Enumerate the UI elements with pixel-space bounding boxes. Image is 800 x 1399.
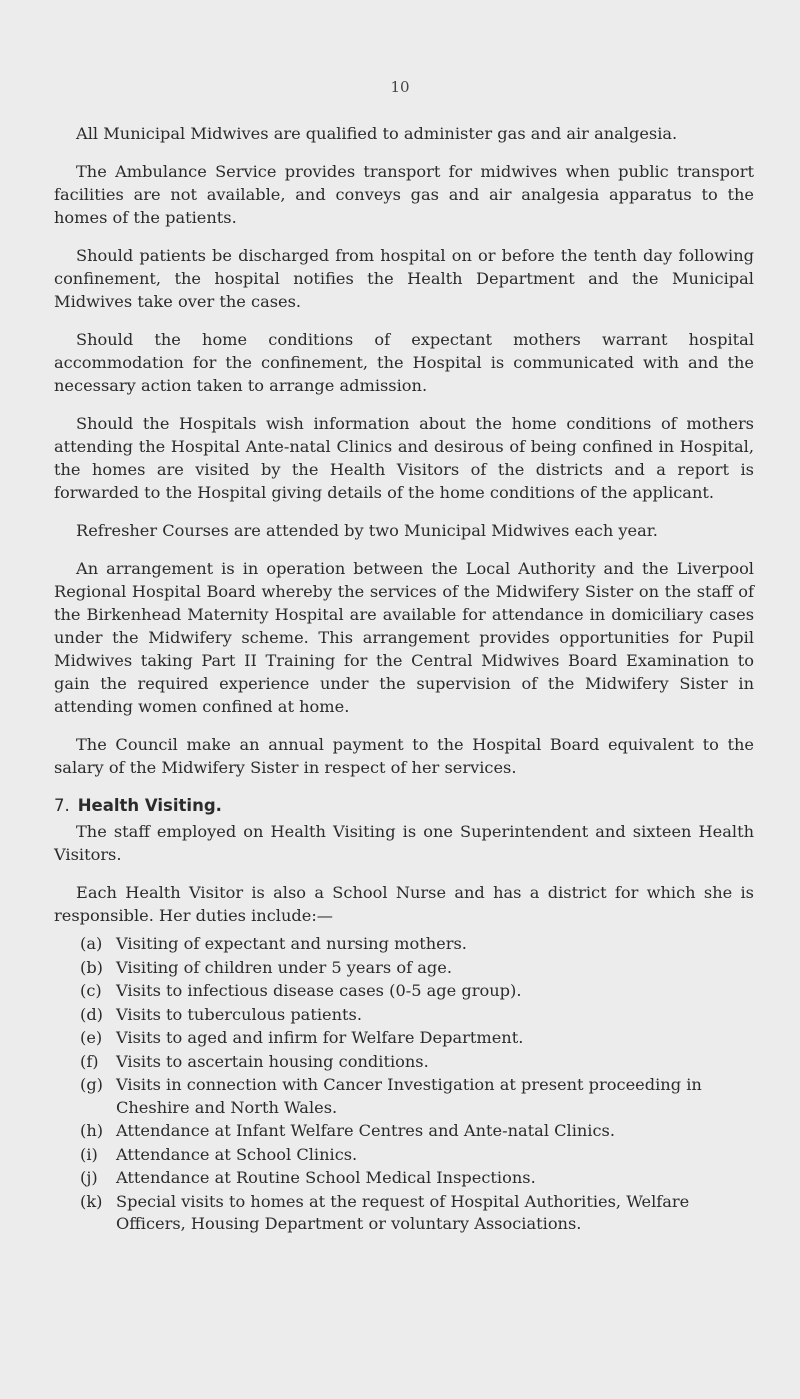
paragraph: All Municipal Midwives are qualified to administer gas and air analgesia.: [76, 124, 678, 143]
section-heading: [54, 794, 754, 817]
list-marker: (e): [80, 1028, 103, 1047]
list-item: [80, 1051, 754, 1074]
list-item-text: Visits in connection with Cancer Investigation at present proceeding in Cheshire and North Wales.: [116, 1075, 702, 1117]
paragraph: The Council make an annual payment to the Hospital Board equivalent to the salary of the Midwifery Sister in respect of her services.: [54, 735, 754, 777]
list-item-text: Visits to tuberculous patients.: [116, 1004, 362, 1024]
list-item: [80, 1167, 754, 1190]
list-marker: (g): [80, 1075, 103, 1094]
list-item: [80, 1144, 754, 1167]
duties-list: [54, 933, 754, 1236]
list-item: [80, 980, 754, 1003]
list-item-text: Visits to infectious disease cases (0-5 age group).: [116, 981, 522, 1000]
list-item: [80, 1074, 754, 1119]
paragraph: Should the home conditions of expectant mothers warrant hospital accommodation for the confinement, the Hospital is communicated with and the necessary action taken to arrange admission.: [54, 330, 754, 395]
list-marker: (a): [80, 934, 103, 953]
section-title: Health Visiting.: [77, 796, 222, 815]
list-item: [80, 1004, 754, 1027]
list-marker: (d): [80, 1004, 103, 1024]
paragraph: Refresher Courses are attended by two Municipal Midwives each year.: [76, 521, 658, 540]
list-item-text: Special visits to homes at the request of Hospital Authorities, Welfare Officers, Housing Department or voluntary Associations.: [116, 1191, 690, 1233]
page-number: 10: [390, 78, 410, 96]
list-item: [80, 933, 754, 956]
list-item-text: Visits to aged and infirm for Welfare Department.: [116, 1028, 524, 1047]
list-item: [80, 1120, 754, 1143]
list-marker: (f): [80, 1051, 99, 1071]
paragraph: Should patients be discharged from hospital on or before the tenth day following confinement, the hospital notifies the Health Department and the Municipal Midwives take over the cases.: [54, 246, 754, 311]
paragraph: Each Health Visitor is also a School Nurse and has a district for which she is responsible. Her duties include:—: [54, 883, 754, 925]
list-item: [80, 1191, 754, 1236]
list-item-text: Visits to ascertain housing conditions.: [116, 1051, 429, 1071]
paragraph: The Ambulance Service provides transport for midwives when public transport facilities are not available, and conveys gas and air analgesia apparatus to the homes of the patients.: [54, 162, 754, 227]
list-marker: (i): [80, 1144, 98, 1164]
list-item: [80, 957, 754, 980]
list-marker: (b): [80, 957, 103, 977]
list-item-text: Attendance at School Clinics.: [116, 1144, 358, 1164]
list-item-text: Visiting of children under 5 years of age.: [116, 957, 452, 977]
list-item-text: Attendance at Routine School Medical Inspections.: [116, 1168, 536, 1187]
list-item: [80, 1027, 754, 1050]
page-body: [54, 122, 754, 1237]
paragraph: An arrangement is in operation between the Local Authority and the Liverpool Regional Hospital Board whereby the services of the Midwifery Sister on the staff of the Birkenhead Maternity Hospital are available for attendance in domiciliary cases under the Midwifery scheme. This arrangement provides opportunities for Pupil Midwives taking Part II Training for the Central Midwives Board Examination to gain the required experience under the supervision of the Midwifery Sister in attending women confined at home.: [54, 559, 754, 716]
section-number: 7.: [54, 796, 70, 815]
list-marker: (c): [80, 981, 102, 1000]
list-item-text: Visiting of expectant and nursing mothers.: [116, 934, 467, 953]
paragraph: Should the Hospitals wish information about the home conditions of mothers attending the Hospital Ante-natal Clinics and desirous of being confined in Hospital, the homes are visited by the Health Visitors of the districts and a report is forwarded to the Hospital giving details of the home conditions of the applicant.: [54, 414, 754, 502]
list-item-text: Attendance at Infant Welfare Centres and Ante-natal Clinics.: [116, 1121, 616, 1140]
list-marker: (k): [80, 1191, 103, 1211]
paragraph: The staff employed on Health Visiting is one Superintendent and sixteen Health Visitors.: [54, 822, 754, 864]
list-marker: (j): [80, 1168, 98, 1187]
list-marker: (h): [80, 1121, 104, 1140]
